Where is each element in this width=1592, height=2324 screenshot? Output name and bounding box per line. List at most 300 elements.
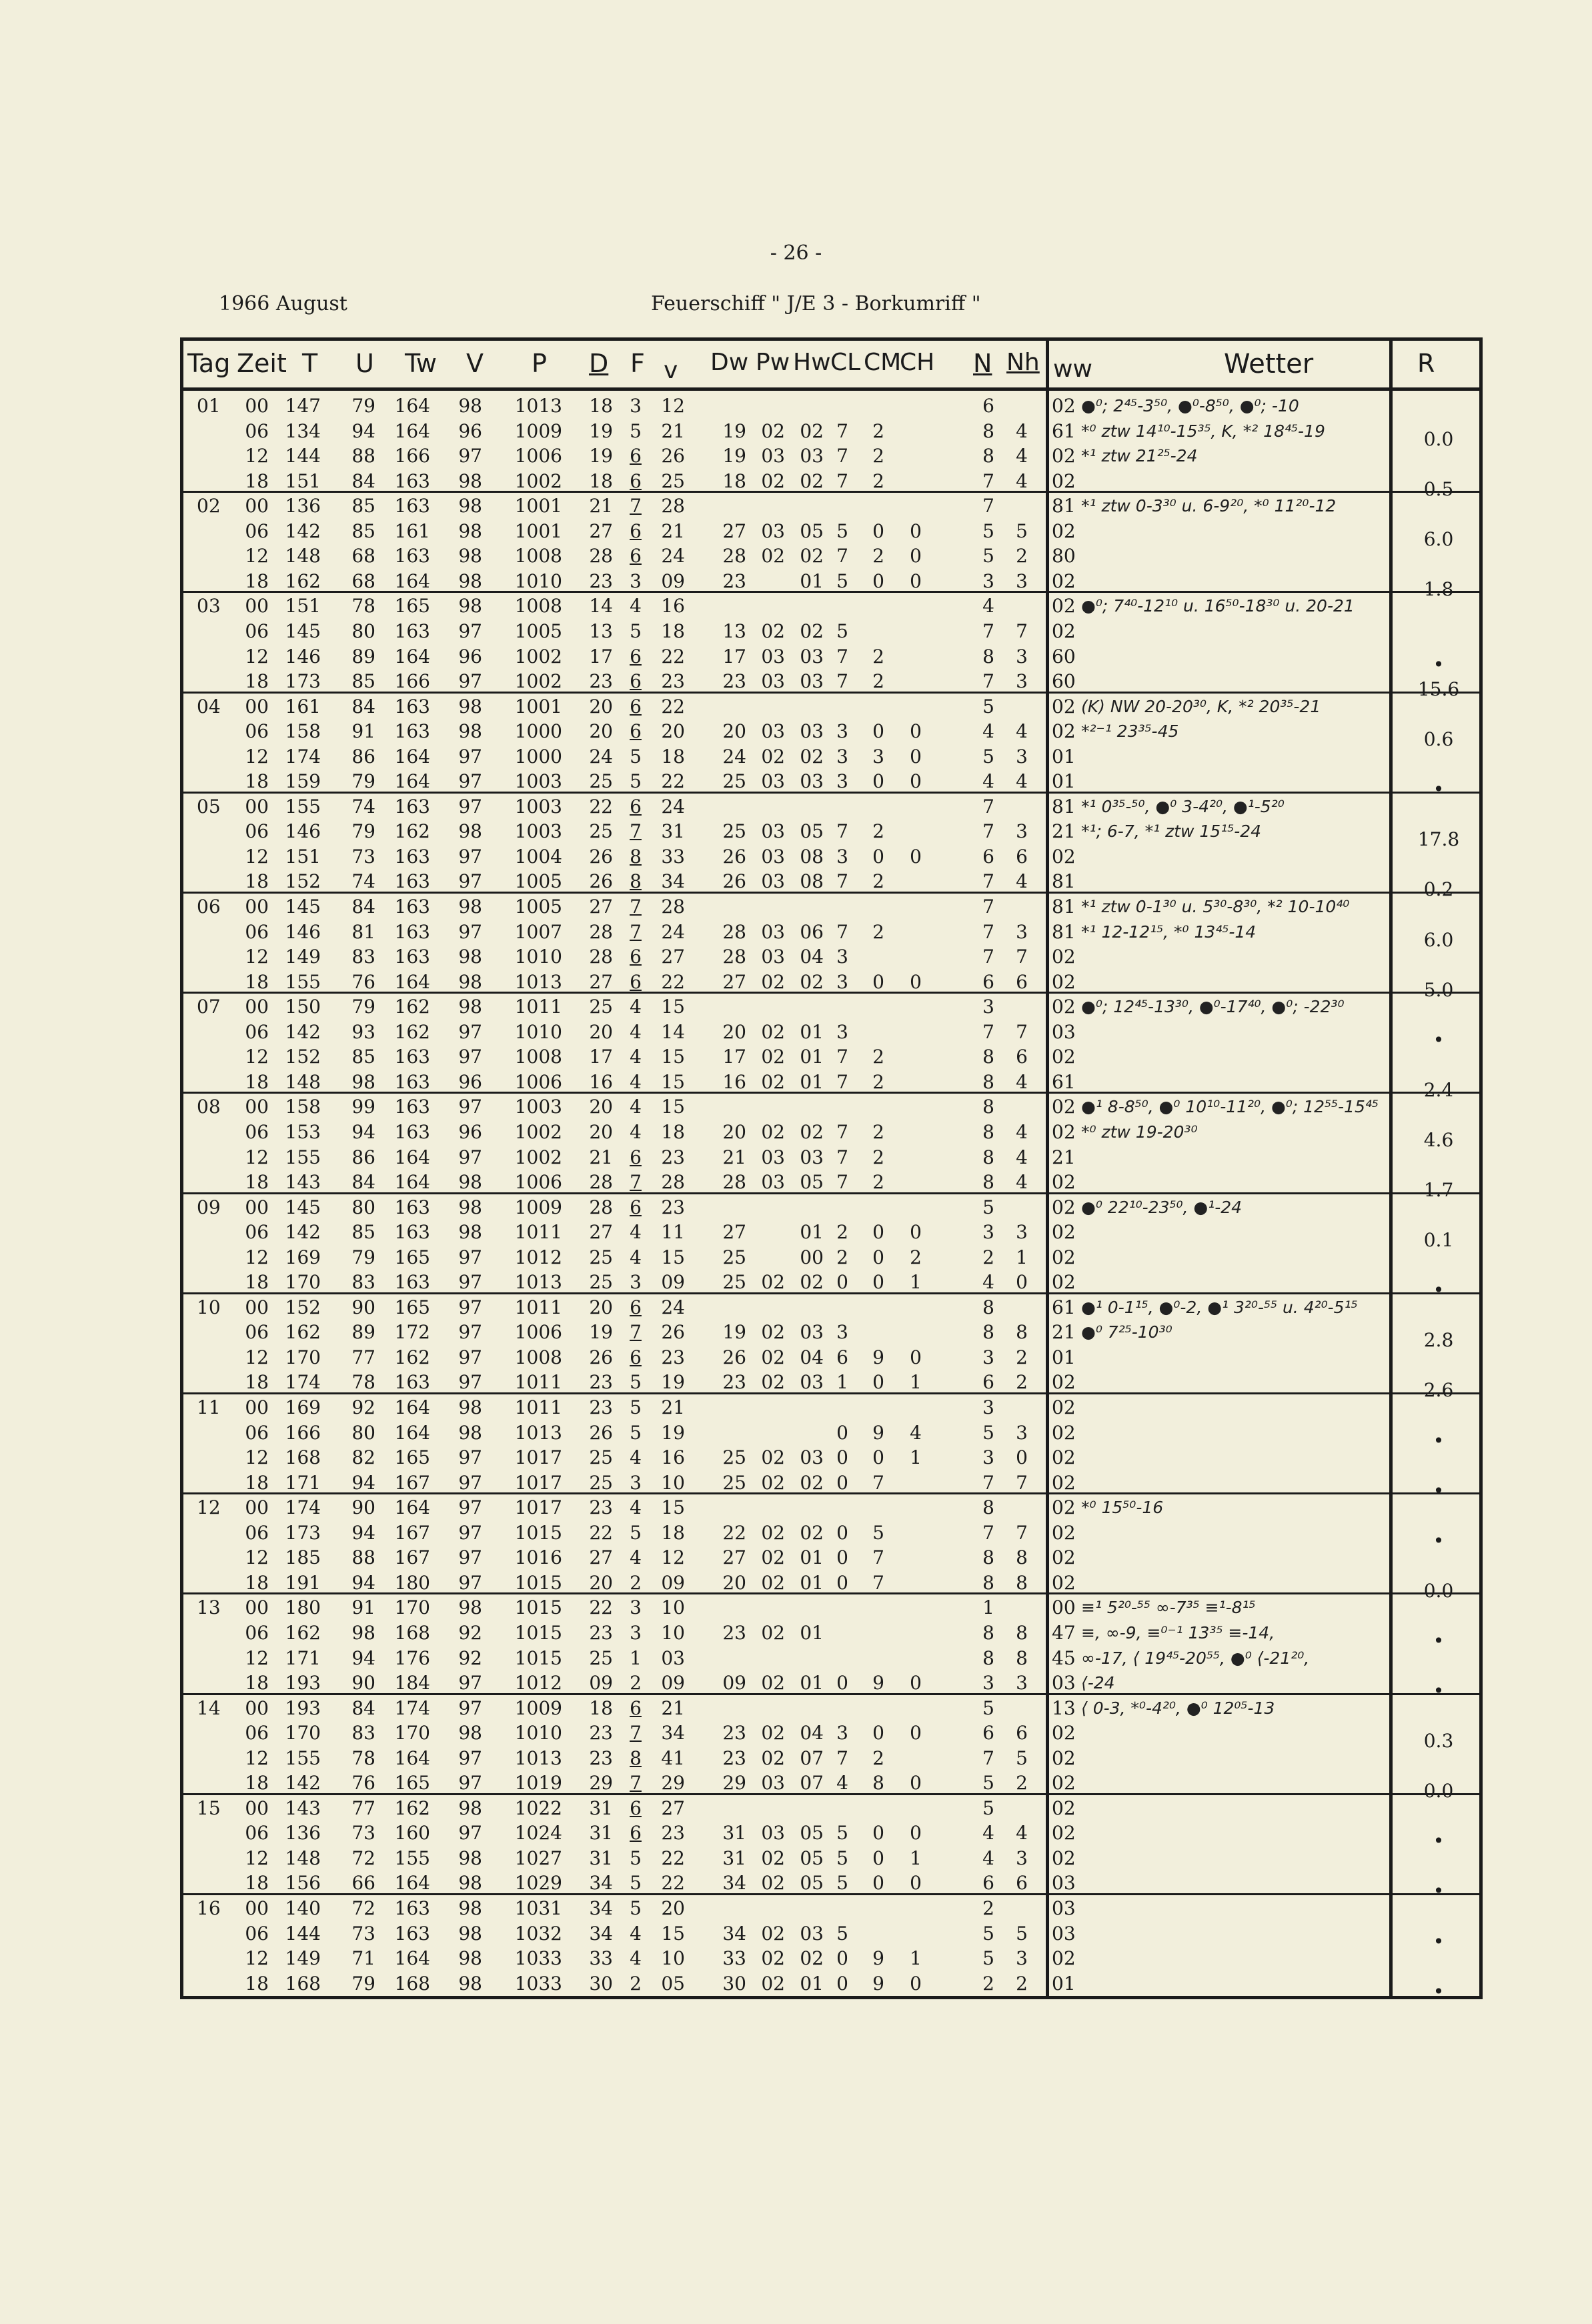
cell-u: 92 <box>351 1396 375 1418</box>
cell-ww: 02 <box>1052 569 1076 592</box>
cell-t: 166 <box>285 1421 321 1444</box>
cell-tw: 168 <box>394 1621 430 1644</box>
cell-nh: 1 <box>1016 1246 1028 1268</box>
cell-hw: 08 <box>800 870 824 893</box>
cell-tw: 162 <box>394 1020 430 1043</box>
cell-n: 6 <box>982 970 994 993</box>
cell-fv: 15 <box>661 1922 685 1945</box>
cell-ww: 02 <box>1052 1120 1076 1143</box>
cell-n: 5 <box>982 1772 994 1795</box>
cell-f: 5 <box>630 1396 642 1418</box>
cell-t: 136 <box>285 1822 321 1845</box>
cell-nh: 7 <box>1016 620 1028 642</box>
cell-cm: 2 <box>872 1146 884 1168</box>
cell-t: 147 <box>285 395 321 417</box>
cell-dw: 20 <box>722 1120 746 1143</box>
cell-p: 1013 <box>514 395 562 417</box>
cell-d: 28 <box>589 946 613 968</box>
cell-cl: 7 <box>836 1046 848 1068</box>
cell-v: 97 <box>458 795 482 818</box>
cell-pw: 02 <box>761 1371 785 1394</box>
cell-p: 1015 <box>514 1571 562 1594</box>
cell-n: 6 <box>982 845 994 868</box>
cell-tw: 162 <box>394 820 430 843</box>
cell-pw: 02 <box>761 1120 785 1143</box>
cell-u: 80 <box>351 620 375 642</box>
cell-u: 83 <box>351 946 375 968</box>
cell-t: 156 <box>285 1872 321 1895</box>
cell-u: 84 <box>351 896 375 918</box>
cell-u: 99 <box>351 1096 375 1118</box>
cell-n: 8 <box>982 1496 994 1519</box>
cell-r: 2.6 <box>1423 1379 1454 1402</box>
cell-cm: 2 <box>872 469 884 492</box>
cell-v: 98 <box>458 569 482 592</box>
cell-v: 97 <box>458 1546 482 1569</box>
cell-dw: 25 <box>722 1271 746 1294</box>
cell-ww: 02 <box>1052 1446 1076 1469</box>
cell-t: 185 <box>285 1546 321 1569</box>
cell-p: 1006 <box>514 1070 562 1093</box>
cell-wetter: *¹ ztw 21²⁵-24 <box>1081 446 1198 466</box>
cell-cl: 0 <box>836 1947 848 1970</box>
cell-u: 79 <box>351 820 375 843</box>
cell-n: 5 <box>982 1196 994 1218</box>
cell-f: 7 <box>630 820 642 843</box>
cell-hw: 03 <box>800 1321 824 1344</box>
cell-p: 1003 <box>514 820 562 843</box>
cell-pw: 02 <box>761 1070 785 1093</box>
cell-hw: 02 <box>800 745 824 768</box>
cell-n: 4 <box>982 1822 994 1845</box>
cell-u: 73 <box>351 1822 375 1845</box>
cell-wetter: ⟨-24 <box>1081 1673 1115 1693</box>
cell-n: 8 <box>982 1296 994 1318</box>
col-cl: CL <box>830 349 861 376</box>
cell-fv: 21 <box>661 519 685 542</box>
day-divider <box>183 1793 1479 1795</box>
cell-v: 98 <box>458 469 482 492</box>
cell-u: 85 <box>351 1046 375 1068</box>
cell-hw: 04 <box>800 946 824 968</box>
cell-tw: 170 <box>394 1596 430 1619</box>
cell-fv: 33 <box>661 845 685 868</box>
cell-tw: 163 <box>394 720 430 743</box>
cell-zeit: 18 <box>245 1672 269 1694</box>
day-tag: 07 <box>197 996 221 1018</box>
col-v: V <box>466 349 484 378</box>
cell-pw: 03 <box>761 1146 785 1168</box>
cell-zeit: 00 <box>245 495 269 517</box>
cell-n: 8 <box>982 1046 994 1068</box>
cell-f: 5 <box>630 1371 642 1394</box>
cell-d: 26 <box>589 1346 613 1368</box>
cell-n: 3 <box>982 1672 994 1694</box>
cell-pw: 02 <box>761 745 785 768</box>
cell-d: 34 <box>589 1872 613 1895</box>
cell-p: 1007 <box>514 920 562 943</box>
cell-u: 78 <box>351 1371 375 1394</box>
cell-d: 30 <box>589 1972 613 1995</box>
cell-nh: 3 <box>1016 1947 1028 1970</box>
cell-f: 6 <box>630 545 642 567</box>
cell-ww: 03 <box>1052 1872 1076 1895</box>
cell-n: 8 <box>982 1070 994 1093</box>
cell-u: 79 <box>351 996 375 1018</box>
cell-tw: 155 <box>394 1847 430 1869</box>
cell-d: 17 <box>589 1046 613 1068</box>
cell-p: 1000 <box>514 720 562 743</box>
cell-d: 17 <box>589 645 613 668</box>
cell-v: 97 <box>458 1696 482 1719</box>
cell-zeit: 12 <box>245 745 269 768</box>
cell-t: 174 <box>285 1496 321 1519</box>
cell-cl: 3 <box>836 970 848 993</box>
cell-f: 6 <box>630 519 642 542</box>
cell-hw: 02 <box>800 419 824 442</box>
cell-fv: 23 <box>661 1822 685 1845</box>
cell-d: 22 <box>589 1521 613 1544</box>
cell-p: 1012 <box>514 1672 562 1694</box>
cell-n: 5 <box>982 745 994 768</box>
cell-u: 73 <box>351 1922 375 1945</box>
day-divider <box>183 1392 1479 1394</box>
cell-nh: 3 <box>1016 1421 1028 1444</box>
cell-r: • <box>1433 1980 1445 2003</box>
cell-zeit: 06 <box>245 620 269 642</box>
cell-fv: 20 <box>661 720 685 743</box>
cell-v: 97 <box>458 1271 482 1294</box>
cell-zeit: 12 <box>245 1747 269 1769</box>
cell-tw: 160 <box>394 1822 430 1845</box>
cell-zeit: 06 <box>245 1421 269 1444</box>
cell-p: 1011 <box>514 1221 562 1244</box>
cell-u: 84 <box>351 1171 375 1194</box>
cell-n: 5 <box>982 545 994 567</box>
cell-p: 1013 <box>514 1271 562 1294</box>
cell-zeit: 18 <box>245 469 269 492</box>
cell-n: 2 <box>982 1897 994 1919</box>
cell-cm: 9 <box>872 1346 884 1368</box>
cell-u: 79 <box>351 395 375 417</box>
cell-zeit: 00 <box>245 1296 269 1318</box>
cell-tw: 166 <box>394 670 430 693</box>
cell-cm: 9 <box>872 1421 884 1444</box>
cell-cm: 7 <box>872 1546 884 1569</box>
cell-d: 25 <box>589 820 613 843</box>
cell-f: 5 <box>630 1421 642 1444</box>
cell-dw: 28 <box>722 920 746 943</box>
cell-ww: 02 <box>1052 1221 1076 1244</box>
cell-u: 81 <box>351 920 375 943</box>
cell-t: 168 <box>285 1446 321 1469</box>
cell-n: 7 <box>982 1020 994 1043</box>
cell-v: 98 <box>458 395 482 417</box>
cell-p: 1002 <box>514 469 562 492</box>
cell-tw: 164 <box>394 419 430 442</box>
cell-fv: 18 <box>661 1521 685 1544</box>
day-tag: 10 <box>197 1296 221 1318</box>
cell-fv: 23 <box>661 1346 685 1368</box>
cell-fv: 23 <box>661 670 685 693</box>
cell-u: 84 <box>351 1696 375 1719</box>
cell-ww: 02 <box>1052 1271 1076 1294</box>
cell-t: 153 <box>285 1120 321 1143</box>
cell-ch: 0 <box>910 1722 922 1745</box>
cell-n: 8 <box>982 1546 994 1569</box>
cell-dw: 31 <box>722 1847 746 1869</box>
day-tag: 08 <box>197 1096 221 1118</box>
cell-d: 18 <box>589 395 613 417</box>
cell-d: 20 <box>589 720 613 743</box>
cell-fv: 10 <box>661 1947 685 1970</box>
cell-wetter: ⟨ 0-3, *⁰-4²⁰, ●⁰ 12⁰⁵-13 <box>1081 1698 1275 1718</box>
cell-n: 2 <box>982 1246 994 1268</box>
cell-f: 6 <box>630 795 642 818</box>
cell-f: 7 <box>630 495 642 517</box>
cell-n: 7 <box>982 495 994 517</box>
cell-p: 1013 <box>514 970 562 993</box>
cell-nh: 8 <box>1016 1321 1028 1344</box>
cell-d: 25 <box>589 1646 613 1669</box>
cell-u: 68 <box>351 545 375 567</box>
cell-n: 8 <box>982 419 994 442</box>
cell-n: 7 <box>982 620 994 642</box>
cell-d: 20 <box>589 1296 613 1318</box>
cell-pw: 03 <box>761 519 785 542</box>
cell-n: 8 <box>982 1096 994 1118</box>
cell-r: 17.8 <box>1417 828 1460 851</box>
cell-n: 8 <box>982 1171 994 1194</box>
cell-p: 1010 <box>514 946 562 968</box>
cell-ch: 0 <box>910 720 922 743</box>
cell-tw: 163 <box>394 545 430 567</box>
cell-tw: 164 <box>394 645 430 668</box>
cell-v: 98 <box>458 1221 482 1244</box>
cell-u: 73 <box>351 845 375 868</box>
cell-v: 98 <box>458 1797 482 1819</box>
cell-zeit: 12 <box>245 445 269 467</box>
cell-hw: 01 <box>800 1070 824 1093</box>
cell-f: 4 <box>630 1070 642 1093</box>
cell-cl: 7 <box>836 445 848 467</box>
cell-f: 6 <box>630 1146 642 1168</box>
cell-cm: 2 <box>872 920 884 943</box>
cell-cl: 4 <box>836 1772 848 1795</box>
cell-p: 1005 <box>514 896 562 918</box>
cell-nh: 3 <box>1016 1221 1028 1244</box>
cell-ww: 02 <box>1052 946 1076 968</box>
cell-t: 142 <box>285 1221 321 1244</box>
cell-ww: 02 <box>1052 1171 1076 1194</box>
cell-n: 6 <box>982 1872 994 1895</box>
cell-cm: 2 <box>872 645 884 668</box>
cell-u: 76 <box>351 970 375 993</box>
cell-fv: 12 <box>661 395 685 417</box>
cell-f: 7 <box>630 1171 642 1194</box>
cell-tw: 163 <box>394 870 430 893</box>
cell-tw: 164 <box>394 1396 430 1418</box>
cell-ch: 0 <box>910 519 922 542</box>
cell-ww: 03 <box>1052 1672 1076 1694</box>
cell-t: 174 <box>285 1371 321 1394</box>
cell-cl: 3 <box>836 946 848 968</box>
cell-pw: 02 <box>761 1271 785 1294</box>
cell-t: 148 <box>285 1070 321 1093</box>
cell-tw: 163 <box>394 1271 430 1294</box>
cell-f: 2 <box>630 1571 642 1594</box>
cell-n: 2 <box>982 1972 994 1995</box>
cell-d: 20 <box>589 1020 613 1043</box>
cell-p: 1015 <box>514 1596 562 1619</box>
cell-tw: 162 <box>394 1797 430 1819</box>
cell-hw: 02 <box>800 1271 824 1294</box>
cell-dw: 17 <box>722 1046 746 1068</box>
cell-fv: 26 <box>661 445 685 467</box>
cell-pw: 03 <box>761 645 785 668</box>
cell-n: 6 <box>982 1371 994 1394</box>
cell-n: 7 <box>982 1747 994 1769</box>
cell-fv: 22 <box>661 970 685 993</box>
cell-nh: 2 <box>1016 545 1028 567</box>
cell-zeit: 12 <box>245 1146 269 1168</box>
cell-tw: 167 <box>394 1521 430 1544</box>
day-divider <box>183 491 1479 493</box>
cell-nh: 3 <box>1016 569 1028 592</box>
cell-t: 145 <box>285 1196 321 1218</box>
cell-cm: 0 <box>872 1446 884 1469</box>
cell-p: 1019 <box>514 1772 562 1795</box>
cell-cm: 0 <box>872 720 884 743</box>
cell-tw: 164 <box>394 1496 430 1519</box>
cell-d: 25 <box>589 1446 613 1469</box>
cell-tw: 165 <box>394 1246 430 1268</box>
cell-zeit: 18 <box>245 670 269 693</box>
cell-u: 89 <box>351 645 375 668</box>
cell-tw: 164 <box>394 970 430 993</box>
cell-ww: 81 <box>1052 896 1076 918</box>
cell-cl: 0 <box>836 1972 848 1995</box>
cell-d: 26 <box>589 870 613 893</box>
cell-cl: 7 <box>836 419 848 442</box>
cell-u: 83 <box>351 1271 375 1294</box>
cell-wetter: ●⁰; 7⁴⁰-12¹⁰ u. 16⁵⁰-18³⁰ u. 20-21 <box>1081 596 1355 616</box>
cell-d: 28 <box>589 1171 613 1194</box>
cell-r: • <box>1433 1629 1445 1652</box>
cell-pw: 02 <box>761 1847 785 1869</box>
cell-t: 148 <box>285 1847 321 1869</box>
cell-nh: 7 <box>1016 946 1028 968</box>
cell-v: 97 <box>458 845 482 868</box>
cell-ww: 47 <box>1052 1621 1076 1644</box>
cell-ch: 1 <box>910 1446 922 1469</box>
cell-fv: 10 <box>661 1471 685 1494</box>
cell-t: 151 <box>285 595 321 618</box>
cell-p: 1008 <box>514 1046 562 1068</box>
cell-n: 8 <box>982 1621 994 1644</box>
cell-dw: 23 <box>722 1371 746 1394</box>
cell-v: 98 <box>458 1421 482 1444</box>
cell-d: 23 <box>589 1722 613 1745</box>
cell-v: 97 <box>458 670 482 693</box>
cell-cl: 7 <box>836 870 848 893</box>
cell-zeit: 00 <box>245 1797 269 1819</box>
cell-fv: 28 <box>661 1171 685 1194</box>
cell-v: 97 <box>458 745 482 768</box>
cell-p: 1002 <box>514 1120 562 1143</box>
cell-ww: 02 <box>1052 1371 1076 1394</box>
cell-dw: 20 <box>722 1571 746 1594</box>
cell-dw: 23 <box>722 670 746 693</box>
cell-zeit: 06 <box>245 920 269 943</box>
cell-n: 7 <box>982 820 994 843</box>
cell-t: 162 <box>285 1621 321 1644</box>
cell-f: 7 <box>630 920 642 943</box>
cell-wetter: ●⁰; 2⁴⁵-3⁵⁰, ●⁰-8⁵⁰, ●⁰; -10 <box>1081 396 1299 415</box>
cell-tw: 163 <box>394 795 430 818</box>
cell-nh: 2 <box>1016 1772 1028 1795</box>
col-wetter: Wetter <box>1224 349 1314 379</box>
cell-n: 3 <box>982 1446 994 1469</box>
cell-d: 28 <box>589 545 613 567</box>
cell-n: 3 <box>982 1346 994 1368</box>
cell-fv: 18 <box>661 620 685 642</box>
cell-r: 0.1 <box>1423 1229 1454 1252</box>
cell-ww: 61 <box>1052 419 1076 442</box>
cell-cl: 0 <box>836 1421 848 1444</box>
cell-v: 97 <box>458 1296 482 1318</box>
cell-tw: 170 <box>394 1722 430 1745</box>
cell-fv: 09 <box>661 1271 685 1294</box>
cell-ww: 02 <box>1052 395 1076 417</box>
cell-r: 4.6 <box>1423 1128 1454 1151</box>
day-tag: 01 <box>197 395 221 417</box>
cell-hw: 01 <box>800 1621 824 1644</box>
cell-d: 25 <box>589 1471 613 1494</box>
cell-u: 83 <box>351 1722 375 1745</box>
cell-nh: 4 <box>1016 469 1028 492</box>
cell-cl: 7 <box>836 545 848 567</box>
cell-cm: 0 <box>872 1246 884 1268</box>
cell-fv: 15 <box>661 1046 685 1068</box>
cell-n: 3 <box>982 1221 994 1244</box>
cell-tw: 163 <box>394 1070 430 1093</box>
cell-u: 91 <box>351 720 375 743</box>
cell-wetter: ●⁰ 22¹⁰-23⁵⁰, ●¹-24 <box>1081 1197 1243 1217</box>
cell-f: 4 <box>630 1020 642 1043</box>
cell-zeit: 06 <box>245 1221 269 1244</box>
cell-p: 1001 <box>514 519 562 542</box>
cell-d: 23 <box>589 1396 613 1418</box>
cell-dw: 24 <box>722 745 746 768</box>
cell-fv: 29 <box>661 1772 685 1795</box>
cell-p: 1015 <box>514 1621 562 1644</box>
cell-tw: 164 <box>394 1146 430 1168</box>
cell-cm: 2 <box>872 1070 884 1093</box>
cell-t: 146 <box>285 920 321 943</box>
cell-n: 7 <box>982 896 994 918</box>
cell-tw: 166 <box>394 445 430 467</box>
cell-nh: 3 <box>1016 670 1028 693</box>
cell-fv: 09 <box>661 1571 685 1594</box>
cell-v: 96 <box>458 1120 482 1143</box>
cell-nh: 8 <box>1016 1546 1028 1569</box>
cell-d: 25 <box>589 1246 613 1268</box>
cell-tw: 184 <box>394 1672 430 1694</box>
cell-fv: 14 <box>661 1020 685 1043</box>
day-tag: 11 <box>197 1396 221 1418</box>
cell-v: 97 <box>458 920 482 943</box>
